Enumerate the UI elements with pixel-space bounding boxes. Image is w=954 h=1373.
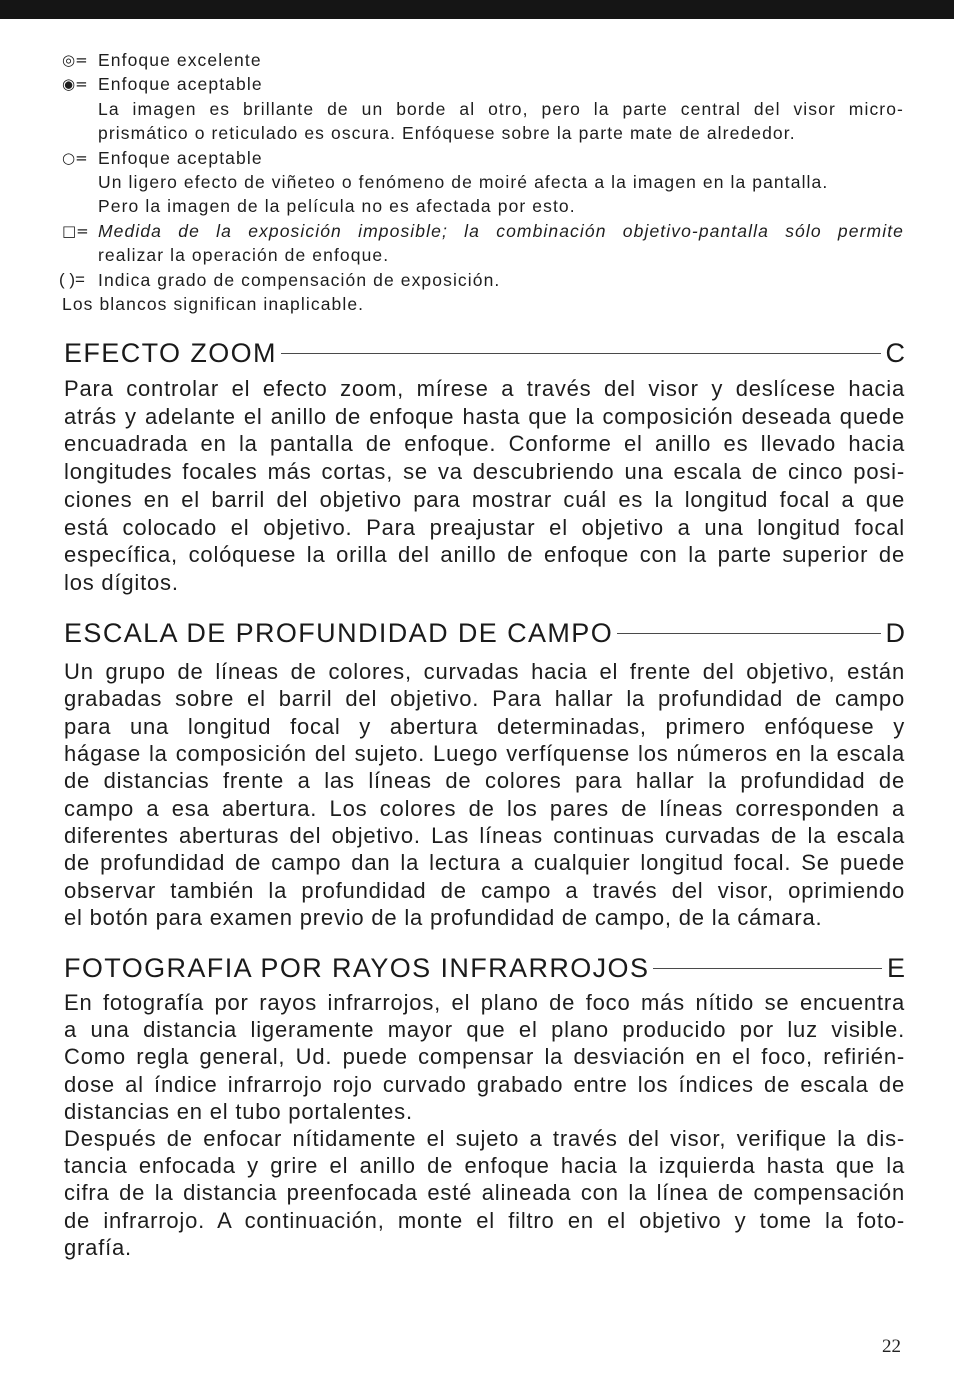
text-line: cifra de la distancia preenfocada esté alineada con la línea de compensación — [64, 1180, 905, 1206]
page-number: 22 — [882, 1336, 901, 1357]
filled-circle-icon: ◉= — [62, 75, 88, 94]
legend-blanks-note: Los blancos significan inaplicable. — [62, 294, 365, 315]
legend-note-line: prismático o reticulado es oscura. Enfóquese sobre la parte mate de alrededor. — [98, 123, 796, 144]
focus-legend — [59, 48, 904, 316]
parentheses-icon: ( )= — [59, 269, 85, 289]
text-line: Después de enfocar nítidamente el sujeto a través del visor, verifique la dis- — [64, 1126, 905, 1152]
text-line: a una distancia ligeramente mayor que el plano producido por luz visible. — [64, 1017, 905, 1043]
heading-rule — [281, 353, 881, 354]
text-line: hágase la composición del sujeto. Luego verfíquense los números en la escala — [64, 740, 905, 766]
section-heading-infrared — [64, 952, 905, 984]
section-letter: C — [885, 338, 905, 368]
text-line: grafía. — [64, 1234, 132, 1260]
text-line: grabadas sobre el barril del objetivo. Para hallar la profundidad de campo — [64, 686, 905, 712]
section-title: EFECTO ZOOM — [64, 338, 277, 368]
section-letter: E — [886, 953, 905, 983]
paragraph-zoom — [64, 375, 905, 597]
text-line: para una longitud focal y abertura determinadas, primero enfóquese y — [64, 713, 905, 739]
legend-label: Indica grado de compensación de exposición. — [98, 269, 501, 290]
text-line: atrás y adelante el anillo de enfoque hasta que la composición deseada quede — [64, 403, 905, 429]
text-line: longitudes focales más cortas, se va descubriendo una escala de cinco posi- — [64, 459, 905, 485]
text-line: de profundidad de campo dan la lectura a cualquier longitud focal. Se puede — [64, 850, 905, 876]
legend-label: Enfoque excelente — [98, 50, 262, 70]
legend-item-acceptable-open — [62, 146, 904, 170]
section-heading-zoom — [64, 337, 905, 369]
heading-rule — [653, 968, 882, 969]
text-line: ciones en el barril del objetivo para mostrar cuál es la longitud focal a que — [64, 486, 905, 512]
text-line: de infrarrojo. A continuación, monte el filtro en el objetivo y tome la foto- — [64, 1207, 905, 1233]
double-circle-icon: ◎= — [62, 51, 88, 69]
legend-label: Medida de la exposición imposible; la combinación objetivo-pantalla sólo permite — [98, 220, 904, 241]
legend-item-excellent-focus — [62, 48, 904, 72]
text-line: específica, colóquese la orilla del anillo de enfoque con la parte superior de — [64, 542, 905, 568]
open-circle-icon: ○= — [62, 148, 88, 167]
text-line: Como regla general, Ud. puede compensar la desviación en el foco, refirién- — [64, 1044, 905, 1070]
text-line: observar también la profundidad de campo a través del visor, oprimiendo — [64, 877, 905, 903]
square-icon: □= — [62, 221, 89, 240]
text-line: el botón para examen previo de la profundidad de campo, de la cámara. — [64, 904, 823, 930]
paragraph-depth-of-field — [64, 658, 905, 931]
legend-label: Enfoque aceptable — [98, 147, 263, 168]
text-line: encuadrada en la pantalla de enfoque. Conforme el anillo es llevado hacia — [64, 431, 905, 457]
section-title: ESCALA DE PROFUNDIDAD DE CAMPO — [64, 618, 614, 648]
legend-label: Enfoque aceptable — [98, 74, 263, 95]
text-line: de distancias frente a las líneas de colores para hallar la profundidad de — [64, 768, 905, 794]
section-heading-depth-of-field — [64, 617, 905, 649]
text-line: diferentes aberturas del objetivo. Las líneas continuas curvadas de la escala — [64, 822, 905, 848]
text-line: está colocado el objetivo. Para preajustar el objetivo a una longitud focal — [64, 514, 905, 540]
text-line: Para controlar el efecto zoom, mírese a través del visor y deslícese hacia — [64, 376, 905, 401]
text-line: dose al índice infrarrojo rojo curvado grabado entre los índices de escala de — [64, 1071, 905, 1097]
legend-note-line: Pero la imagen de la película no es afectada por esto. — [98, 196, 576, 217]
text-line: Un grupo de líneas de colores, curvadas hacia el frente del objetivo, están — [64, 659, 905, 684]
text-line: campo a esa abertura. Los colores de los pares de líneas corresponden a — [64, 795, 905, 821]
text-line: tancia enfocada y grire el anillo de enfoque hacia la izquierda hasta que la — [64, 1153, 905, 1179]
text-line: los dígitos. — [64, 569, 179, 595]
section-letter: D — [885, 618, 905, 648]
scan-top-border — [0, 0, 954, 19]
legend-note-line: Un ligero efecto de viñeteo o fenómeno de moiré afecta a la imagen en la pantalla. — [98, 172, 829, 193]
legend-item-acceptable-filled — [62, 72, 904, 96]
text-line: distancias en el tubo portalentes. — [64, 1098, 413, 1124]
legend-item-compensation — [59, 268, 904, 292]
section-title: FOTOGRAFIA POR RAYOS INFRARROJOS — [64, 953, 650, 983]
heading-rule — [617, 633, 880, 634]
legend-note-line: La imagen es brillante de un borde al otro, pero la parte central del visor micro- — [98, 98, 904, 119]
legend-note-line: realizar la operación de enfoque. — [98, 245, 390, 266]
paragraph-infrared — [64, 989, 905, 1261]
legend-item-exposure-impossible — [62, 219, 904, 243]
text-line: En fotografía por rayos infrarrojos, el plano de foco más nítido se encuentra — [64, 990, 905, 1015]
